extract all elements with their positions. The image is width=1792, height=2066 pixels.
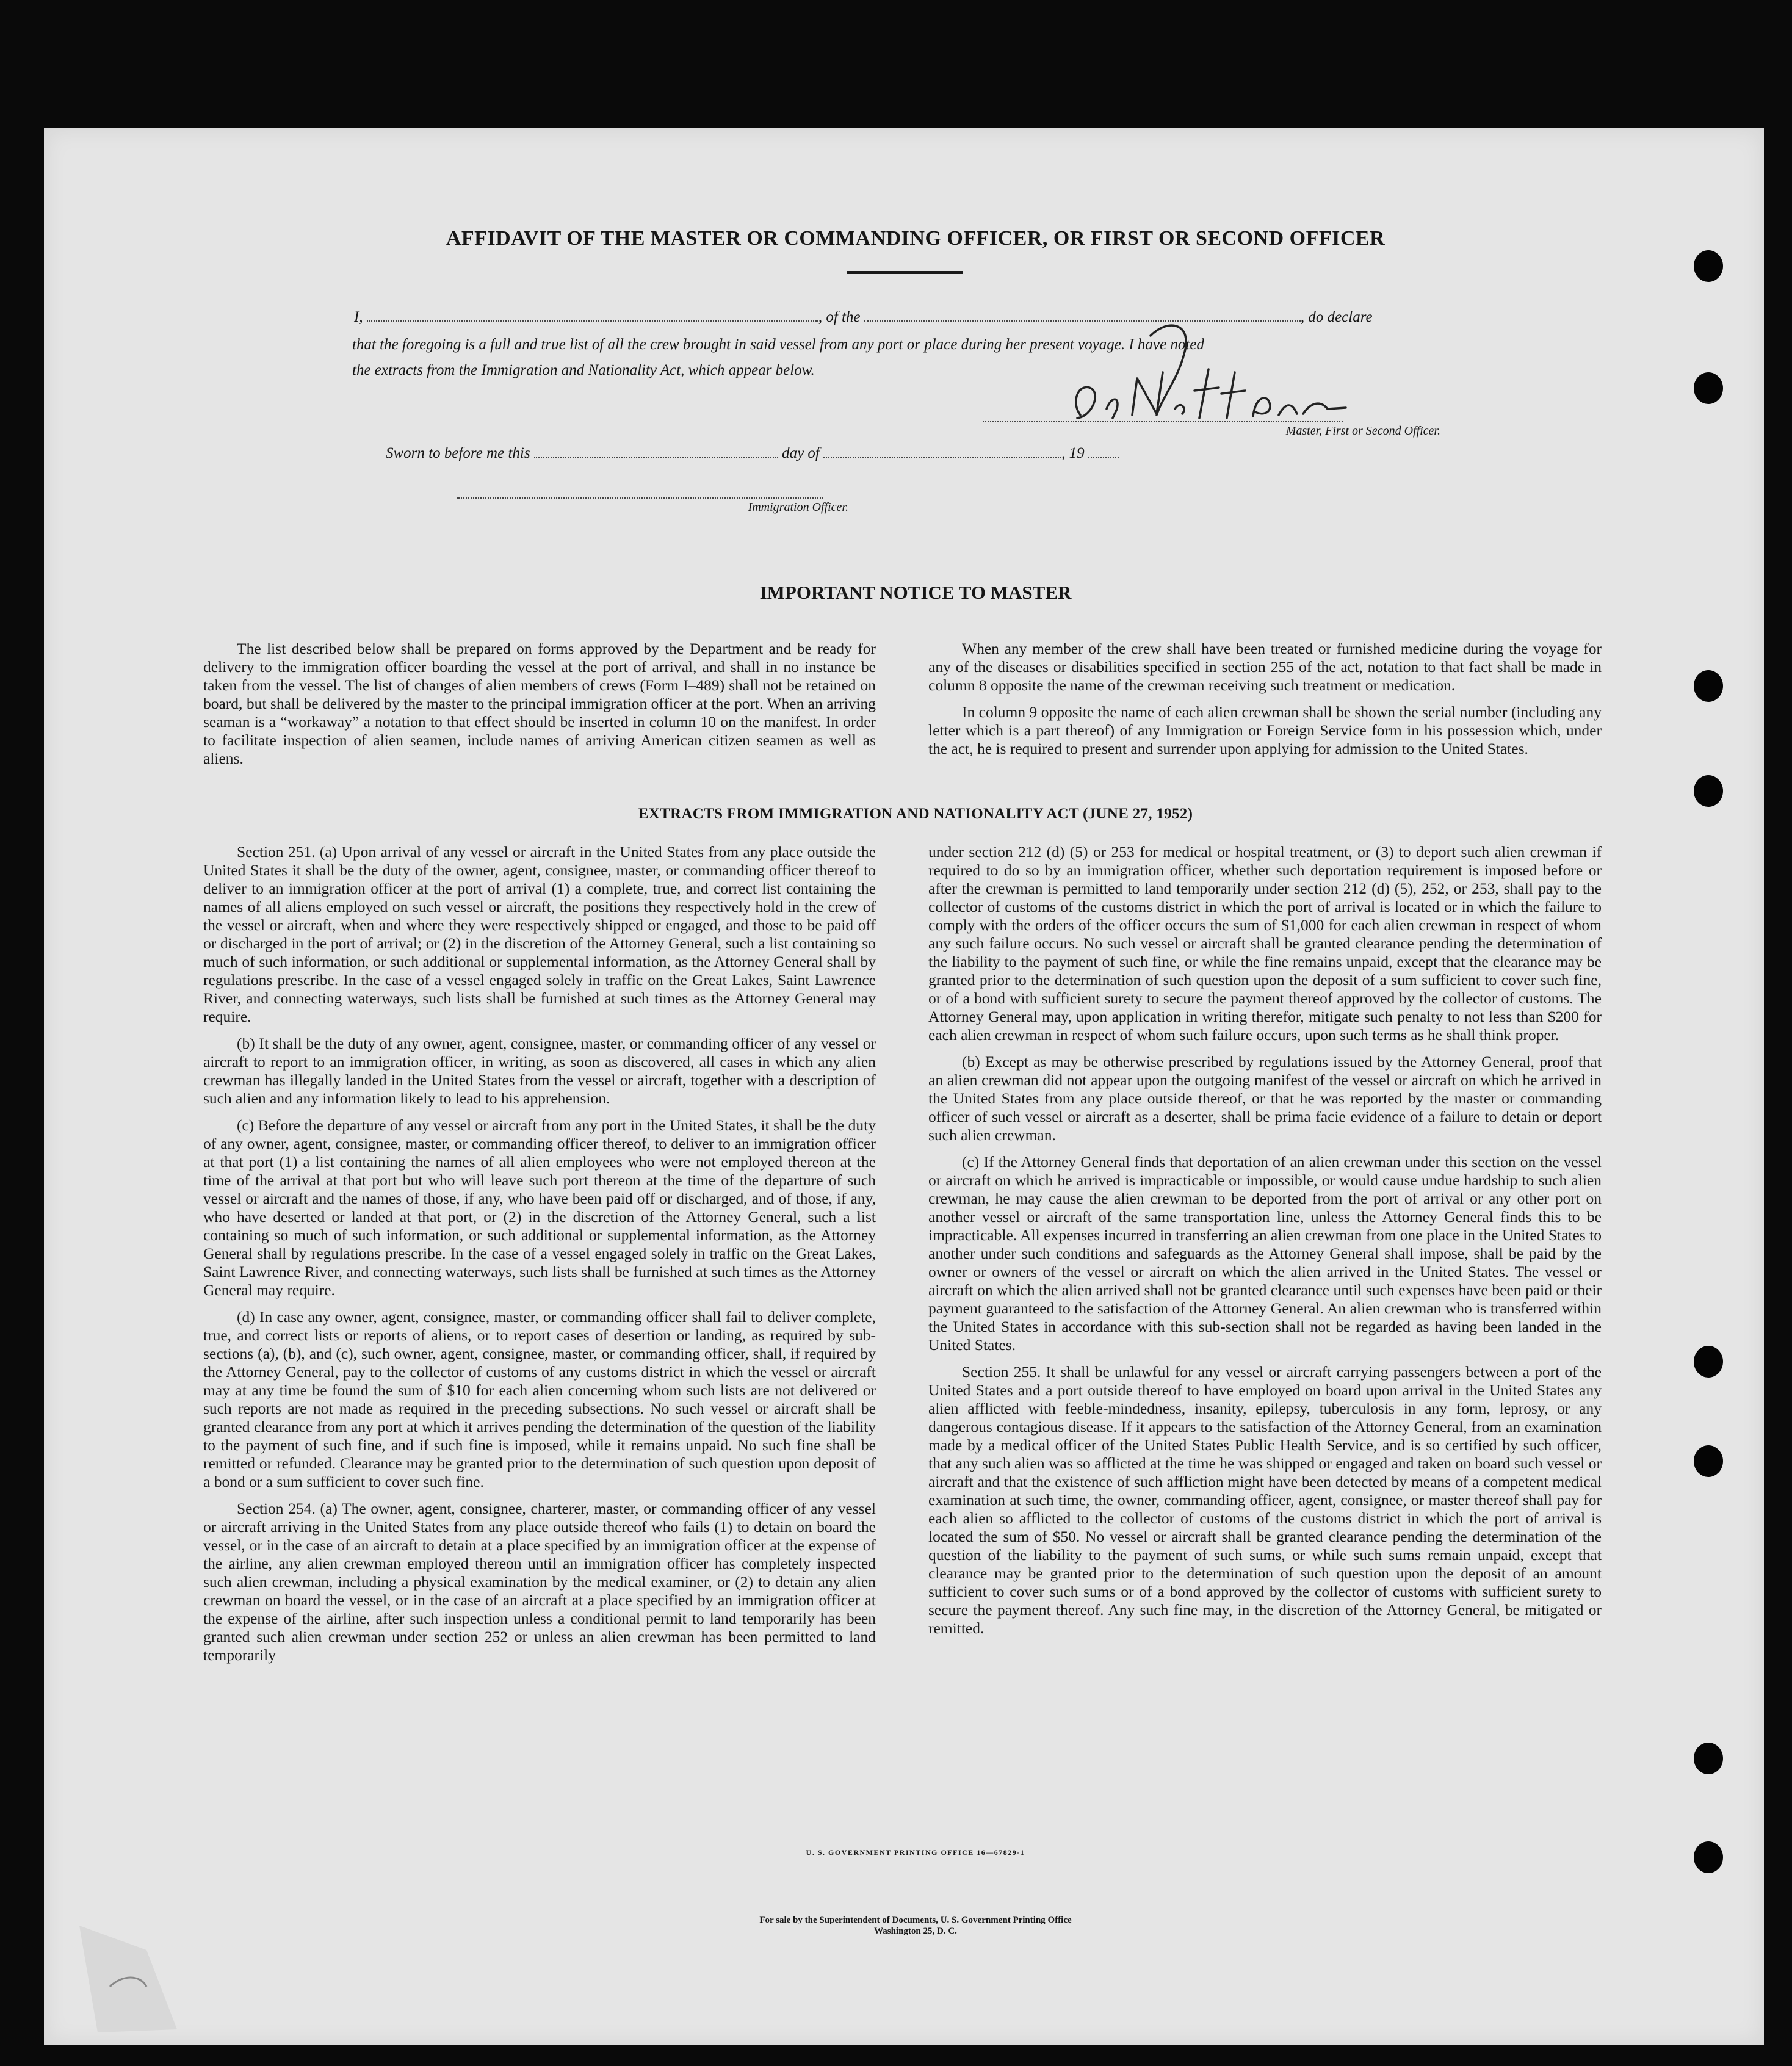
section-251d: (d) In case any owner, agent, consignee, master, or commanding officer shall fail to deliver complete, true, and correct lists or reports of aliens, or to report cases of desertion or landing, as required by sub-sections (a), (b), and (c), such owner, agent, consignee, master, or commanding officer, shall, if required by the Attorney General, pay to the collector of customs of any customs district in which the vessel or aircraft may at any time be found the sum of $10 for each alien concerning whom such lists are not delivered or such reports are not made as required in the preceding subsections. No such vessel or aircraft shall be granted clearance from any port at which it arrives pending the determination of the question of the liability to the payment of such fine, and if such fine is imposed, while it remains unpaid. No such fine shall be remitted or refunded. Clearance may be granted prior to the determination of such question upon deposit of a bond or a sum sufficient to cover such fine. [203,1308,876,1490]
punch-hole [1694,1841,1723,1873]
sworn-year-label: , 19 [1061,445,1085,461]
punch-hole [1694,670,1723,702]
sale-notice [488,1915,1343,1937]
punch-hole [1694,372,1723,404]
officer-name-field[interactable] [367,308,818,322]
notice-right-column [928,640,1602,767]
punch-hole [1694,1346,1723,1378]
immigration-officer-signature-line[interactable] [457,497,823,499]
extracts-right-column [928,843,1602,1646]
section-255: Section 255. It shall be unlawful for any vessel or aircraft carrying passengers between a port of the United States and a port outside thereof to have employed on board upon arrival in the United States any alien afflicted with feeble-mindedness, insanity, epilepsy, tuberculosis in any form, leprosy, or any dangerous contagious disease. If it appears to the satisfaction of the Attorney General, from an examination made by a medical officer of the United States Public Health Service, and is so certified by such officer, that any such alien was so afflicted at the time he was shipped or engaged and taken on board such vessel or aircraft and that the existence of such affliction might have been detected by means of a competent medical examination at such time, the owner, commanding officer, agent, consignee, or master thereof shall pay for each alien so afflicted to the collector of customs of the customs district in which the port of arrival is located the sum of $50. No vessel or aircraft shall be granted clearance pending the determination of the question of the liability to the payment of such sums, or while such sums remain unpaid, except that clearance may be granted prior to the determination of such question upon the deposit of an amount sufficient to cover such sums or of a bond approved by the collector of customs with sufficient surety to secure the payment thereof. Any such fine may, in the discretion of the Attorney General, be mitigated or remitted. [928,1363,1602,1637]
section-254b: (b) Except as may be otherwise prescribed by regulations issued by the Attorney General, proof that an alien crewman did not appear upon the outgoing manifest of the vessel or aircraft on which he arrived in the United States from any place outside thereof, or that he was reported by the master or commanding officer of such vessel or aircraft as a deserter, shall be prima facie evidence of a failure to detain or deport such alien crewman. [928,1053,1602,1144]
declaration-declare: , do declare [1300,309,1373,325]
sworn-day-label: day of [782,445,820,461]
extracts-left-column [203,843,876,1673]
declaration-line-2: that the foregoing is a full and true list of all the crew brought in said vessel from any port or place during her present voyage. I have noted [352,336,1204,353]
section-254c: (c) If the Attorney General finds that deportation of an alien crewman under this section on the vessel or aircraft on which he arrived is impracticable or impossible, or would cause undue hardship to such alien crewman, he may cause the alien crewman to be deported from the port of arrival or any other port on another vessel or aircraft of the same transportation line, unless the Attorney General finds this to be impracticable. All expenses incurred in transferring an alien crewman from one place in the United States to another under such conditions and safeguards as the Attorney General shall impose, shall be paid by the owner or owners of the vessel or aircraft on which the alien arrived in the United States. The vessel or aircraft on which the alien arrived shall not be granted clearance until such expenses have been paid or their payment guaranteed to the satisfaction of the Attorney General. An alien crewman who is transferred within the United States in accordance with this sub-section shall not be regarded as having been landed in the United States. [928,1153,1602,1354]
notice-paragraph: The list described below shall be prepared on forms approved by the Department and be ready for delivery to the immigration officer boarding the vessel at the port of arrival, and shall in no instance be taken from the vessel. The list of changes of alien members of crews (Form I–489) shall not be retained on board, but shall be delivered by the master to the principal immigration officer at the port. When an arriving seaman is a “workaway” a notation to that effect should be inserted in column 10 on the manifest. In order to facilitate inspection of alien seamen, include names of arriving American citizen seamen as well as aliens. [203,640,876,767]
sworn-day-field[interactable] [534,444,778,458]
handwritten-signature [1059,311,1352,433]
punch-hole [1694,1445,1723,1477]
sworn-month-field[interactable] [823,444,1061,458]
title-divider [847,271,963,274]
sworn-year-field[interactable] [1088,444,1119,458]
sworn-text: Sworn to before me this [386,445,530,461]
notice-title: IMPORTANT NOTICE TO MASTER [759,582,1072,603]
declaration-line-3: the extracts from the Immigration and Nationality Act, which appear below. [352,362,815,378]
declaration-i: I, [354,309,363,325]
punch-hole [1694,1743,1723,1774]
notice-paragraph: When any member of the crew shall have been treated or furnished medicine during the voyage for any of the diseases or disabilities specified in section 255 of the act, notation to that fact shall be made in column 8 opposite the name of the crewman receiving such treatment or medication. [928,640,1602,694]
extracts-title: EXTRACTS FROM IMMIGRATION AND NATIONALITY ACT (JUNE 27, 1952) [638,806,1193,822]
gpo-imprint: U. S. GOVERNMENT PRINTING OFFICE 16—67829-1 [806,1848,1025,1857]
notice-left-column [203,640,876,776]
sworn-statement [386,444,1119,462]
notice-paragraph: In column 9 opposite the name of each alien crewman shall be shown the serial number (including any letter which is a part thereof) of any Immigration or Foreign Service form in his possession which, under the act, he is required to present and surrender upon applying for admission to the United States. [928,703,1602,757]
signature-label: Master, First or Second Officer. [1285,424,1440,438]
punch-hole [1694,250,1723,282]
section-254a: Section 254. (a) The owner, agent, consignee, charterer, master, or commanding officer of any vessel or aircraft arriving in the United States from any place outside thereof who fails (1) to detain on board the vessel, or in the case of an aircraft to detain at a place specified by an immigration officer at the expense of the airline, any alien crewman employed thereon until an immigration officer has completely inspected such alien crewman, including a physical examination by the medical examiner, or (2) to detain any alien crewman on board the vessel, or in the case of an aircraft at a place specified by an immigration officer at the expense of the airline, after such inspection unless a conditional permit to land temporarily has been granted such alien crewman under section 252 or unless an alien crewman has been permitted to land temporarily [203,1500,876,1664]
punch-hole [1694,775,1723,807]
section-251a: Section 251. (a) Upon arrival of any vessel or aircraft in the United States from any place outside the United States it shall be the duty of the owner, agent, consignee, master, or commanding officer thereof to deliver to an immigration officer at the port of arrival (1) a complete, true, and correct list containing the names of all aliens employed on such vessel or aircraft, the positions they respectively hold in the crew of the vessel or aircraft, when and where they were respectively shipped or engaged, and those to be paid off or discharged in the port of arrival; or (2) in the discretion of the Attorney General, such a list containing so much of such information, or such additional or supplemental information, as the Attorney General shall by regulations prescribe. In the case of a vessel engaged solely in traffic on the Great Lakes, Saint Lawrence River, and connecting waterways, such lists shall be furnished at such times as the Attorney General may require. [203,843,876,1025]
immigration-officer-label: Immigration Officer. [748,500,848,514]
sale-line-1: For sale by the Superintendent of Documents, U. S. Government Printing Office [759,1915,1072,1925]
section-254a-continued: under section 212 (d) (5) or 253 for medical or hospital treatment, or (3) to deport such alien crewman if required to do so by an immigration officer, whether such deportation requirement is imposed before or after the crewman is permitted to land temporarily under section 212 (d) (5), 252, or 253, shall pay to the collector of customs of the customs district in which the port of arrival is located or in which the failure to comply with the orders of the officer occurs the sum of $1,000 for each alien crewman in respect of whom any such failure occurs. No such vessel or aircraft shall be granted clearance pending the determination of the liability to the payment of such fine, or while the fine remains unpaid, except that the clearance may be granted prior to the determination of such question upon the deposit of a sum sufficient to cover such fine, or of a bond with sufficient surety to secure the payment thereof approved by the collector of customs. The Attorney General may, upon application in writing therefor, mitigate such penalty to not less than $200 for each alien crewman in respect of whom such failure occurs, upon such terms as he shall think proper. [928,843,1602,1044]
section-251b: (b) It shall be the duty of any owner, agent, consignee, master, or commanding officer of any vessel or aircraft to report to an immigration officer, in writing, as soon as discovered, all cases in which any alien crewman has illegally landed in the United States from the vessel or aircraft, together with a description of such alien and any information likely to lead to his apprehension. [203,1035,876,1107]
signature-line[interactable] [983,421,1343,422]
affidavit-title: AFFIDAVIT OF THE MASTER OR COMMANDING OFFICER, OR FIRST OR SECOND OFFICER [446,227,1386,250]
sale-line-2: Washington 25, D. C. [874,1926,957,1936]
section-251c: (c) Before the departure of any vessel or aircraft from any port in the United States, it shall be the duty of any owner, agent, consignee, master, or commanding officer thereof, to deliver to an immigration officer at that port (1) a list containing the names of all alien employees who were not employed thereon at the time of the arrival at that port but who will leave such port thereon at the time of the departure of such vessel or aircraft and the names of those, if any, who have been paid off or discharged, and of those, if any, who have deserted or landed at that port, or (2) in the discretion of the Attorney General, such a list containing so much of such information, or such additional or supplemental information, as the Attorney General shall by regulations prescribe. In the case of a vessel engaged solely in traffic on the Great Lakes, Saint Lawrence River, and connecting waterways, such lists shall be furnished at such times as the Attorney General may require. [203,1116,876,1299]
paper-wear-mark [73,1913,183,2035]
declaration-of-the: , of the [818,309,861,325]
